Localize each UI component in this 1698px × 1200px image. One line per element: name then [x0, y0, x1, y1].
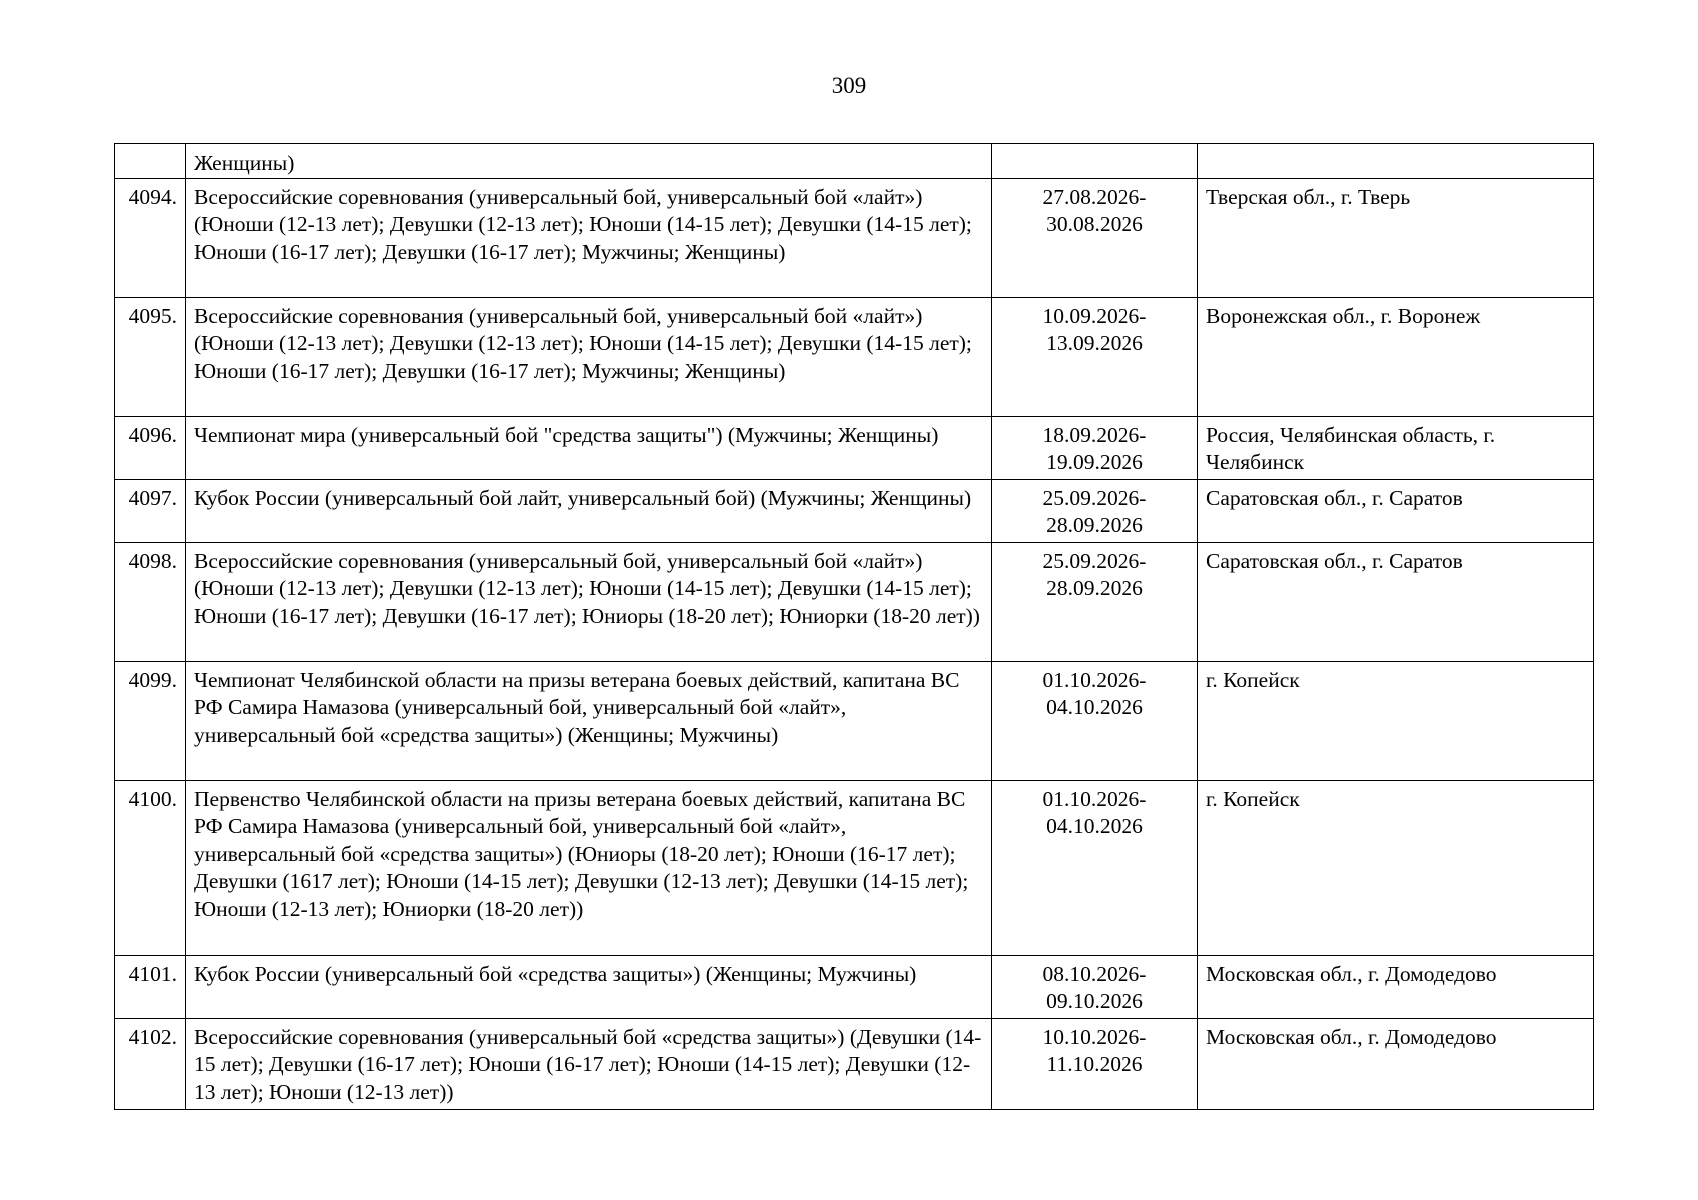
event-number: 4100. — [115, 780, 186, 955]
event-date-start: 08.10.2026- — [1042, 961, 1147, 986]
table-row — [115, 178, 1594, 297]
event-date-end: 09.10.2026 — [1046, 989, 1143, 1013]
event-date-end: 28.09.2026 — [1046, 513, 1143, 537]
event-date-end: 11.10.2026 — [1046, 1052, 1143, 1076]
event-date-end: 19.09.2026 — [1046, 450, 1143, 474]
event-place-cell — [1198, 144, 1594, 179]
event-date-end: 04.10.2026 — [1046, 814, 1143, 838]
event-number: 4096. — [115, 416, 186, 479]
event-date-end: 30.08.2026 — [1046, 212, 1143, 236]
table-row — [115, 661, 1594, 780]
table-row — [115, 780, 1594, 955]
event-dates — [992, 542, 1198, 661]
event-name: Кубок России (универсальный бой лайт, универсальный бой) (Мужчины; Женщины) — [186, 479, 992, 542]
event-place: Саратовская обл., г. Саратов — [1198, 479, 1594, 542]
event-date-start: 10.09.2026- — [1042, 303, 1147, 328]
event-dates — [992, 661, 1198, 780]
table-row — [115, 479, 1594, 542]
event-dates — [992, 479, 1198, 542]
table-row — [115, 1018, 1594, 1109]
event-date-end: 13.09.2026 — [1046, 331, 1143, 355]
event-date-end: 04.10.2026 — [1046, 695, 1143, 719]
page-number: 309 — [831, 73, 867, 98]
table-row — [115, 955, 1594, 1018]
event-dates — [992, 955, 1198, 1018]
event-date-start: 25.09.2026- — [1042, 548, 1147, 573]
event-number: 4098. — [115, 542, 186, 661]
event-name: Всероссийские соревнования (универсальный бой, универсальный бой «лайт») (Юноши (12-13 лет); Девушки (12-13 лет); Юноши (14-15 лет); Девушки (14-15 лет); Юноши (16-17 лет); Девушки (16-17 лет); Мужчины; Женщины) — [186, 297, 992, 416]
event-number: 4102. — [115, 1018, 186, 1109]
table-row — [115, 542, 1594, 661]
event-date-cell — [992, 144, 1198, 179]
events-table — [114, 143, 1594, 1110]
event-place: Тверская обл., г. Тверь — [1198, 178, 1594, 297]
event-date-start: 27.08.2026- — [1042, 184, 1147, 209]
table-row — [115, 416, 1594, 479]
event-place: Воронежская обл., г. Воронеж — [1198, 297, 1594, 416]
event-number: 4094. — [115, 178, 186, 297]
event-name: Всероссийские соревнования (универсальный бой, универсальный бой «лайт») (Юноши (12-13 лет); Девушки (12-13 лет); Юноши (14-15 лет); Девушки (14-15 лет); Юноши (16-17 лет); Девушки (16-17 лет); Мужчины; Женщины) — [186, 178, 992, 297]
event-name: Всероссийские соревнования (универсальный бой «средства защиты») (Девушки (14-15 лет); Девушки (16-17 лет); Юноши (16-17 лет); Юноши (14-15 лет); Девушки (12-13 лет); Юноши (12-13 лет)) — [186, 1018, 992, 1109]
event-dates — [992, 297, 1198, 416]
event-name: Чемпионат мира (универсальный бой "средства защиты") (Мужчины; Женщины) — [186, 416, 992, 479]
continuation-row — [115, 144, 1594, 179]
event-name: Первенство Челябинской области на призы ветерана боевых действий, капитана ВС РФ Самира Намазова (универсальный бой, универсальный бой «лайт», универсальный бой «средства защиты») (Юниоры (18-20 лет); Юноши (16-17 лет); Девушки (1617 лет); Юноши (14-15 лет); Девушки (12-13 лет); Девушки (14-15 лет); Юноши (12-13 лет); Юниорки (18-20 лет)) — [186, 780, 992, 955]
event-number-cell — [115, 144, 186, 179]
event-number: 4097. — [115, 479, 186, 542]
event-name: Всероссийские соревнования (универсальный бой, универсальный бой «лайт») (Юноши (12-13 лет); Девушки (12-13 лет); Юноши (14-15 лет); Девушки (14-15 лет); Юноши (16-17 лет); Девушки (16-17 лет); Юниоры (18-20 лет); Юниорки (18-20 лет)) — [186, 542, 992, 661]
event-place: г. Копейск — [1198, 780, 1594, 955]
event-place: Московская обл., г. Домодедово — [1198, 1018, 1594, 1109]
event-dates — [992, 780, 1198, 955]
event-number: 4099. — [115, 661, 186, 780]
event-date-start: 18.09.2026- — [1042, 422, 1147, 447]
event-place: Саратовская обл., г. Саратов — [1198, 542, 1594, 661]
event-dates — [992, 1018, 1198, 1109]
event-date-start: 01.10.2026- — [1042, 667, 1147, 692]
event-dates — [992, 416, 1198, 479]
event-dates — [992, 178, 1198, 297]
event-number: 4095. — [115, 297, 186, 416]
event-place: Россия, Челябинская область, г. Челябинск — [1198, 416, 1594, 479]
table-row — [115, 297, 1594, 416]
event-name: Чемпионат Челябинской области на призы ветерана боевых действий, капитана ВС РФ Самира Намазова (универсальный бой, универсальный бой «лайт», универсальный бой «средства защиты») (Женщины; Мужчины) — [186, 661, 992, 780]
event-name-cell: Женщины) — [186, 144, 992, 179]
event-date-end: 28.09.2026 — [1046, 576, 1143, 600]
event-place: г. Копейск — [1198, 661, 1594, 780]
event-date-start: 25.09.2026- — [1042, 485, 1147, 510]
event-name: Кубок России (универсальный бой «средства защиты») (Женщины; Мужчины) — [186, 955, 992, 1018]
event-date-start: 01.10.2026- — [1042, 786, 1147, 811]
event-date-start: 10.10.2026- — [1042, 1024, 1147, 1049]
event-number: 4101. — [115, 955, 186, 1018]
event-place: Московская обл., г. Домодедово — [1198, 955, 1594, 1018]
